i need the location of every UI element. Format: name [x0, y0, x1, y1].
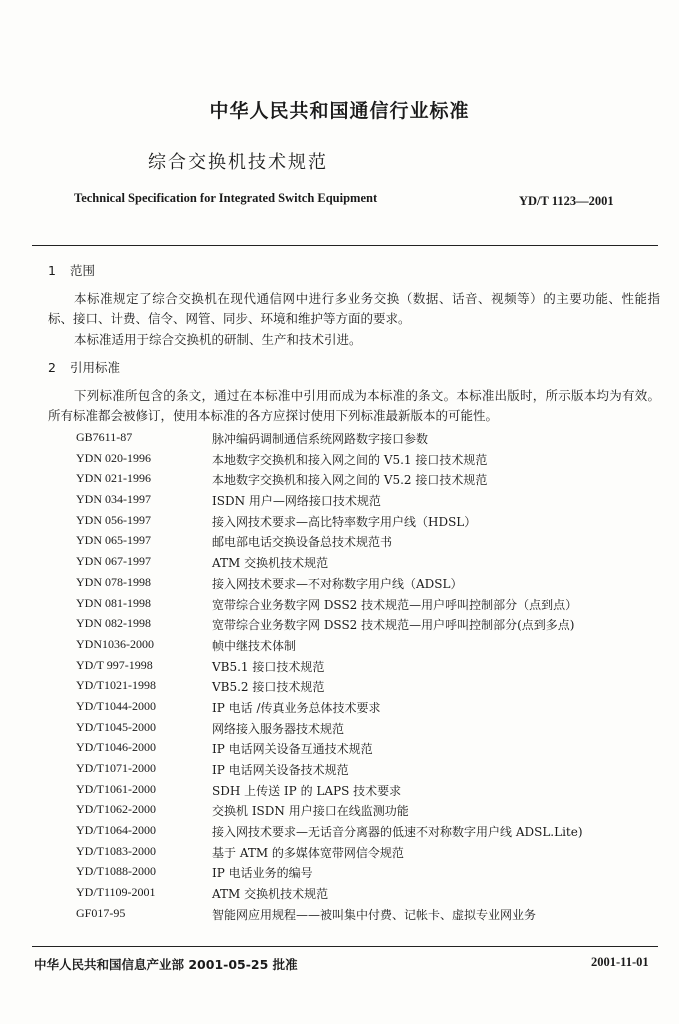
reference-code: YD/T 997-1998 [76, 657, 153, 672]
reference-code: YDN1036-2000 [76, 636, 154, 651]
reference-row [0, 511, 679, 532]
reference-row [0, 594, 679, 615]
reference-title: 本地数字交换机和接入网之间的 V5.1 接口技术规范 [212, 452, 488, 467]
reference-title: IP 电话 /传真业务总体技术要求 [212, 700, 381, 715]
section-title: 引用标准 [70, 360, 121, 375]
reference-code: YD/T1021-1998 [76, 678, 156, 693]
reference-row [0, 738, 679, 759]
reference-title: 脉冲编码调制通信系统网路数字接口参数 [212, 432, 429, 446]
reference-row [0, 800, 679, 821]
reference-title: 交换机 ISDN 用户接口在线监测功能 [212, 804, 409, 819]
reference-code: YDN 021-1996 [76, 471, 151, 486]
reference-title: IP 电话网关设备互通技术规范 [212, 742, 373, 757]
section-title: 范围 [70, 263, 96, 278]
reference-row [0, 573, 679, 594]
reference-title: 智能网应用规程——被叫集中付费、记帐卡、虚拟专业网业务 [212, 907, 537, 922]
header-divider [32, 245, 658, 246]
reference-row [0, 697, 679, 718]
document-title: 综合交换机技术规范 [148, 152, 328, 173]
reference-row [0, 821, 679, 842]
reference-code: YD/T1088-2000 [76, 864, 156, 879]
reference-code: YD/T1046-2000 [76, 740, 156, 755]
organization-title: 中华人民共和国通信行业标准 [209, 100, 470, 122]
section-number: 2 [48, 360, 56, 375]
reference-row [0, 676, 679, 697]
reference-row [0, 759, 679, 780]
reference-title: ATM 交换机技术规范 [212, 556, 329, 571]
reference-code: YD/T1045-2000 [76, 719, 156, 734]
reference-code: YDN 020-1996 [76, 450, 151, 465]
reference-row [0, 614, 679, 635]
reference-code: YD/T1071-2000 [76, 761, 156, 775]
reference-code: YD/T1044-2000 [76, 698, 156, 713]
section-2-paragraph: 下列标准所包含的条文，通过在本标准中引用而成为本标准的条文。本标准出版时，所示版本均为有效。所有标准都会被修订，使用本标准的各方应探讨使用下列标准最新版本的可能性。 [48, 388, 660, 423]
reference-row [0, 718, 679, 739]
reference-row [0, 904, 679, 925]
reference-title: 宽带综合业务数字网 DSS2 技术规范—用户呼叫控制部分(点到多点) [212, 618, 575, 633]
english-title: Technical Specification for Integrated Switch Equipment [74, 191, 378, 205]
reference-title: VB5.2 接口技术规范 [212, 680, 325, 695]
reference-row [0, 883, 679, 904]
reference-title: 本地数字交换机和接入网之间的 V5.2 接口技术规范 [212, 473, 488, 488]
reference-code: YDN 065-1997 [76, 533, 151, 548]
reference-row [0, 490, 679, 511]
reference-row [0, 552, 679, 573]
section-1-heading [48, 261, 95, 279]
section-1-scope-paragraph: 本标准适用于综合交换机的研制、生产和技术引进。 [74, 332, 362, 347]
reference-row [0, 780, 679, 801]
reference-title: 接入网技术要求—不对称数字用户线（ADSL） [212, 576, 463, 591]
section-1-paragraph: 本标准规定了综合交换机在现代通信网中进行多业务交换（数据、话音、视频等）的主要功能、性能指标、接口、计费、信令、网管、同步、环境和维护等方面的要求。 [48, 291, 660, 326]
section-number: 1 [48, 263, 56, 278]
reference-code: YDN 056-1997 [76, 512, 151, 527]
reference-title: 基于 ATM 的多媒体宽带网信令规范 [212, 845, 404, 860]
document-number: YD/T 1123—2001 [519, 194, 614, 208]
reference-title: ATM 交换机技术规范 [212, 887, 329, 902]
reference-row [0, 428, 679, 449]
effective-date: 2001-11-01 [591, 955, 649, 969]
reference-row [0, 469, 679, 490]
reference-title: 帧中继技术体制 [212, 638, 297, 653]
reference-row [0, 842, 679, 863]
reference-title: 接入网技术要求—高比特率数字用户线（HDSL） [212, 514, 477, 529]
reference-code: GB7611-87 [76, 430, 133, 444]
reference-title: IP 电话业务的编号 [212, 866, 313, 881]
reference-row [0, 531, 679, 552]
reference-code: YDN 034-1997 [76, 492, 151, 507]
reference-title: 宽带综合业务数字网 DSS2 技术规范—用户呼叫控制部分（点到点） [212, 597, 578, 612]
reference-row [0, 862, 679, 883]
reference-code: YD/T1109-2001 [76, 885, 156, 900]
reference-title: IP 电话网关设备技术规范 [212, 763, 349, 777]
reference-code: YDN 067-1997 [76, 554, 151, 569]
reference-row [0, 449, 679, 470]
reference-title: SDH 上传送 IP 的 LAPS 技术要求 [212, 783, 402, 798]
reference-title: VB5.1 接口技术规范 [212, 659, 325, 674]
reference-row [0, 656, 679, 677]
reference-row [0, 635, 679, 656]
reference-code: YDN 078-1998 [76, 574, 151, 589]
reference-code: YDN 082-1998 [76, 616, 151, 631]
footer-divider [32, 946, 658, 947]
reference-title: ISDN 用户—网络接口技术规范 [212, 494, 381, 509]
reference-title: 邮电部电话交换设备总技术规范书 [212, 535, 393, 550]
reference-title: 接入网技术要求—无话音分离器的低速不对称数字用户线 ADSL.Lite) [212, 825, 583, 840]
reference-code: YD/T1083-2000 [76, 843, 156, 858]
reference-code: YDN 081-1998 [76, 595, 151, 610]
reference-code: YD/T1061-2000 [76, 781, 156, 796]
reference-title: 网络接入服务器技术规范 [212, 721, 345, 736]
reference-list [0, 428, 679, 925]
reference-code: YD/T1064-2000 [76, 823, 156, 838]
reference-code: YD/T1062-2000 [76, 802, 156, 817]
section-2-heading [48, 358, 120, 376]
reference-code: GF017-95 [76, 905, 126, 920]
approval-line: 中华人民共和国信息产业部 2001-05-25 批准 [34, 957, 298, 972]
